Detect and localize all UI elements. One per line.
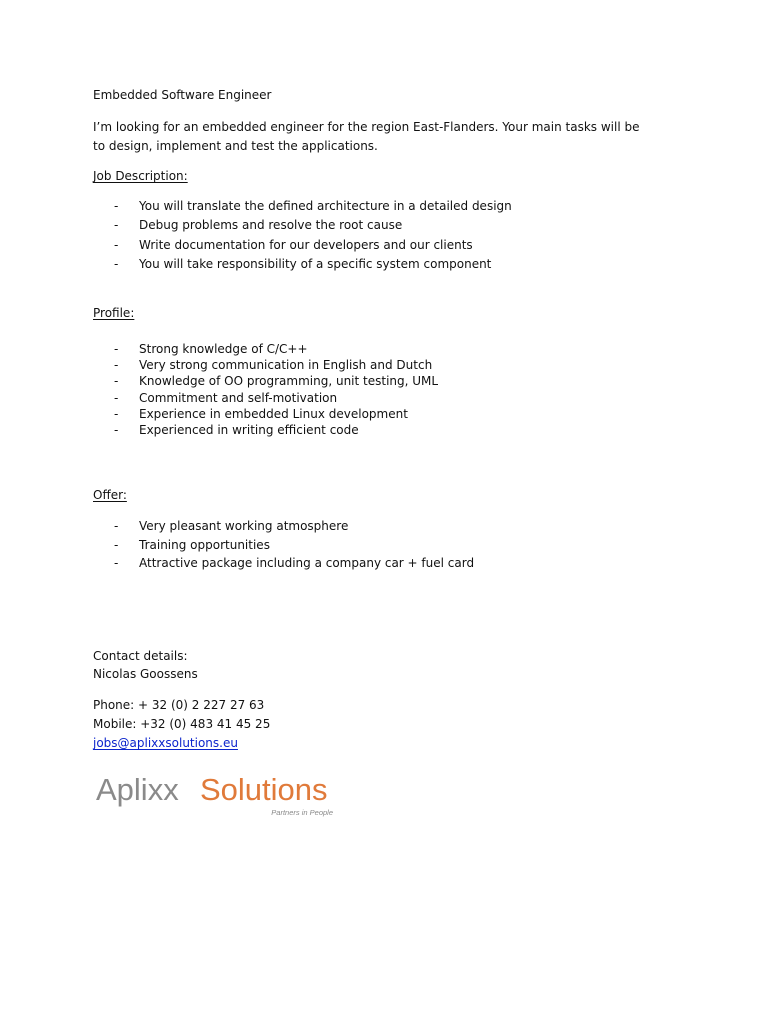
bullet-dash: - [114,218,119,233]
profile-heading: Profile: [93,306,135,320]
list-item-text: Experience in embedded Linux development [139,406,408,421]
list-item-text: Strong knowledge of C/C++ [139,342,308,356]
list-item-text: Write documentation for our developers and our clients [139,237,473,252]
list-item [114,373,438,389]
aplixx-solutions-logo [96,764,346,820]
contact-mobile: Mobile: +32 (0) 483 41 45 25 [93,717,271,731]
job-description-list [114,197,512,274]
list-item [114,216,512,235]
list-item-text: Debug problems and resolve the root cause [139,218,403,233]
bullet-dash: - [114,537,119,552]
list-item [114,422,438,438]
logo-tagline: Partners in People [271,808,333,817]
list-item-text: Experienced in writing efficient code [139,423,359,438]
list-item [114,236,512,255]
list-item-text: Attractive package including a company car + fuel card [139,556,475,571]
bullet-dash: - [114,519,119,533]
list-item [114,536,474,555]
bullet-dash: - [114,556,119,571]
offer-list [114,517,474,573]
bullet-dash: - [114,374,119,389]
bullet-dash: - [114,406,119,421]
list-item-text: Very strong communication in English and Dutch [139,358,433,373]
bullet-dash: - [114,390,119,405]
document-title: Embedded Software Engineer [93,88,272,102]
list-item [114,357,438,373]
list-item-text: Training opportunities [139,537,270,552]
list-item [114,517,474,536]
contact-phone: Phone: + 32 (0) 2 227 27 63 [93,698,265,712]
profile-list [114,341,438,438]
list-item-text: You will take responsibility of a specific system component [139,256,492,271]
bullet-dash: - [114,358,119,373]
list-item-text: Commitment and self-motivation [139,390,338,405]
list-item-text: Very pleasant working atmosphere [139,519,349,533]
bullet-dash: - [114,423,119,438]
list-item [114,197,512,216]
logo-word-solutions: Solutions [200,772,328,807]
list-item [114,255,512,274]
logo-word-aplixx: Aplixx [96,772,179,807]
bullet-dash: - [114,237,119,252]
job-description-heading: Job Description: [93,169,188,183]
contact-label: Contact details: [93,649,188,663]
contact-email-link[interactable]: jobs@aplixxsolutions.eu [93,736,238,750]
bullet-dash: - [114,342,119,356]
list-item-text: Knowledge of OO programming, unit testing, UML [139,374,439,389]
list-item [114,341,438,357]
list-item [114,390,438,406]
bullet-dash: - [114,256,119,271]
intro-paragraph: I’m looking for an embedded engineer for the region East-Flanders. Your main tasks will be to design, implement and test the applications. [93,120,640,153]
list-item [114,406,438,422]
bullet-dash: - [114,199,119,213]
offer-heading: Offer: [93,488,127,502]
list-item-text: You will translate the defined architecture in a detailed design [139,199,512,213]
contact-name: Nicolas Goossens [93,667,198,681]
list-item [114,554,474,573]
